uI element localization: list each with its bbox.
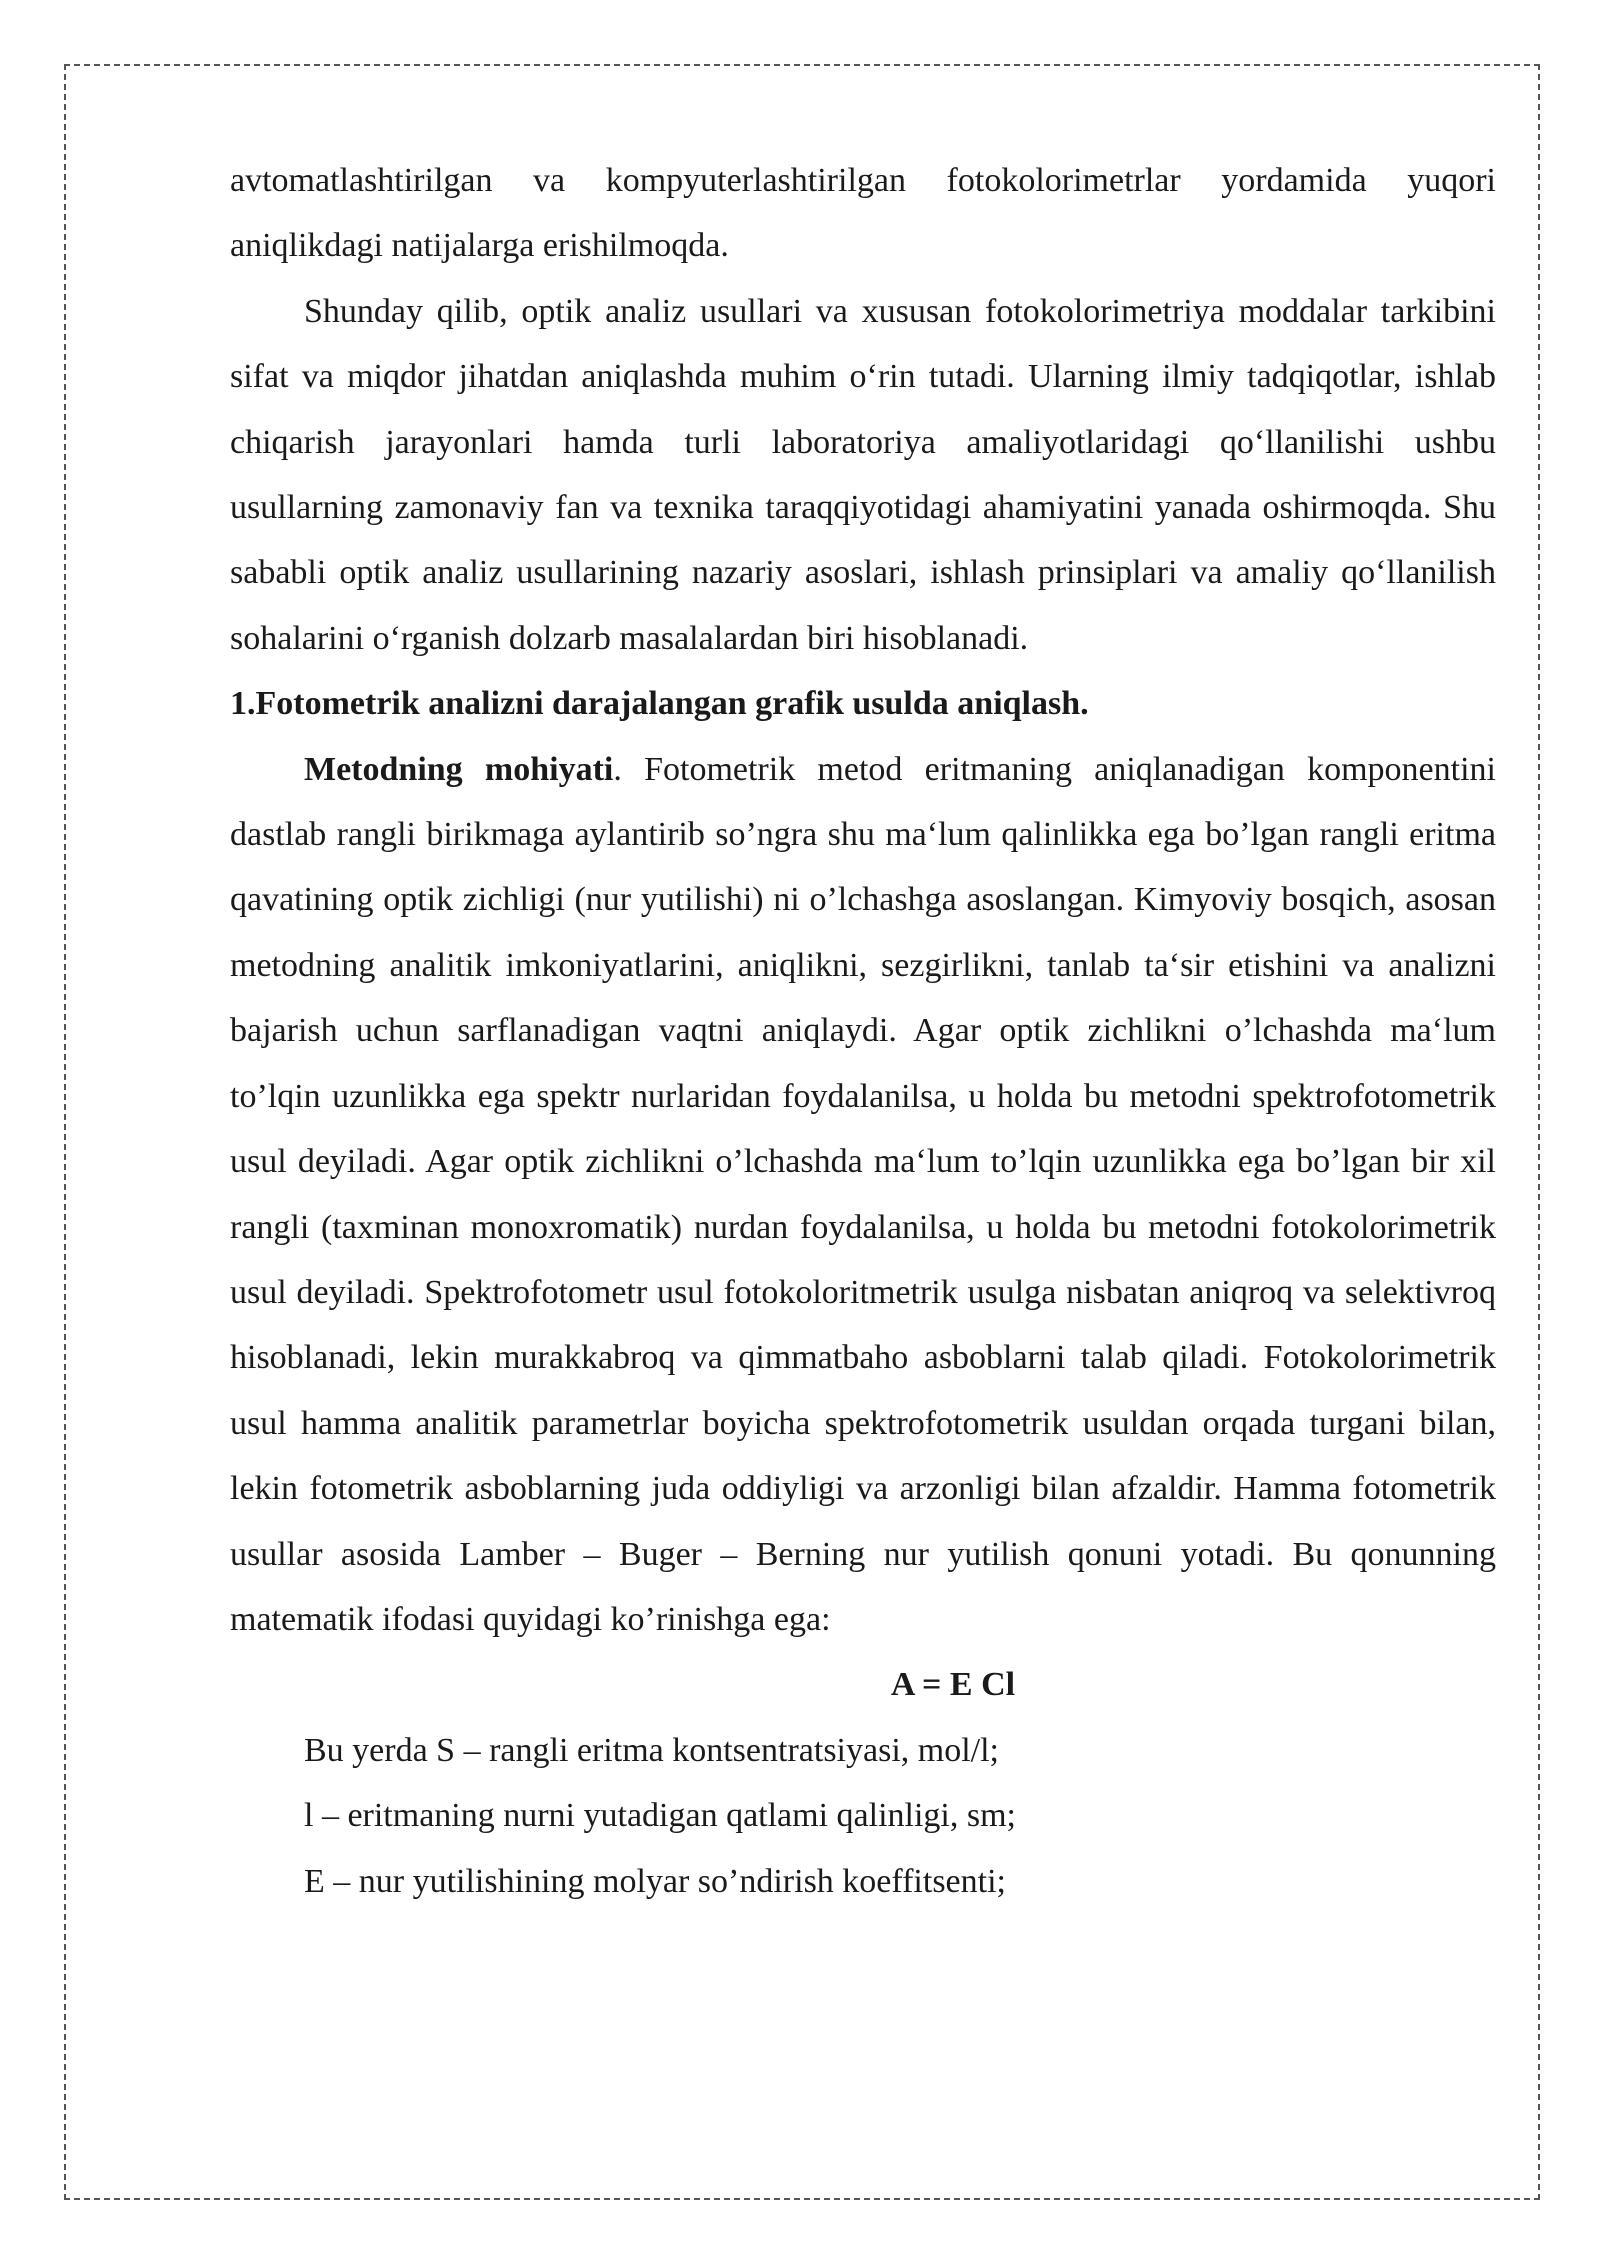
document-body bbox=[230, 148, 1496, 1914]
definition-thickness: l – eritmaning nurni yutadigan qatlami qalinligi, sm; bbox=[304, 1797, 1016, 1835]
method-text: . Fotometrik metod eritmaning aniqlanadigan komponentini dastlab rangli birikmaga aylantirib so’ngra shu ma‘lum qalinlikka ega bo’lgan rangli eritma qavatining optik zichligi (nur yutilishi) ni o’lchashga asoslangan. Kimyoviy bosqich, asosan metodning analitik imkoniyatlarini, aniqlikni, sezgirlikni, tanlab ta‘sir etishini va analizni bajarish uchun sarflanadigan vaqtni aniqlaydi. Agar optik zichlikni o’lchashda ma‘lum to’lqin uzunlikka ega spektr nurlaridan foydalanilsa, u holda bu metodni spektrofotometrik usul deyiladi. Agar optik zichlikni o’lchashda ma‘lum to’lqin uzunlikka ega bo’lgan bir xil rangli (taxminan monoxromatik) nurdan foydalanilsa, u holda bu metodni fotokolorimetrik usul deyiladi. Spektrofotometr usul fotokoloritmetrik usulga nisbatan aniqroq va selektivroq hisoblanadi, lekin murakkabroq va qimmatbaho asboblarni talab qiladi. Fotokolorimetrik usul hamma analitik parametrlar boyicha spektrofotometrik usuldan orqada turgani bilan, lekin fotometrik asboblarning juda oddiyligi va arzonligi bilan afzaldir. Hamma fotometrik usullar asosida Lamber – Buger – Berning nur yutilish qonuni yotadi. Bu qonunning matematik ifodasi quyidagi ko’rinishga ega: bbox=[230, 750, 1496, 1638]
paragraph-summary: Shunday qilib, optik analiz usullari va xususan fotokolorimetriya moddalar tarkibini sifat va miqdor jihatdan aniqlashda muhim o‘rin tutadi. Ularning ilmiy tadqiqotlar, ishlab chiqarish jarayonlari hamda turli laboratoriya amaliyotlaridagi qo‘llanilishi ushbu usullarning zamonaviy fan va texnika taraqqiyotidagi ahamiyatini yanada oshirmoqda. Shu sababli optik analiz usullarining nazariy asoslari, ishlash prinsiplari va amaliy qo‘llanilish sohalarini o‘rganish dolzarb masalalardan biri hisoblanadi. bbox=[230, 292, 1496, 657]
paragraph-method bbox=[230, 737, 1496, 1653]
definition-coefficient: E – nur yutilishining molyar so’ndirish koeffitsenti; bbox=[304, 1862, 1006, 1900]
formula: A = E Cl bbox=[890, 1666, 1016, 1704]
method-label: Metodning mohiyati bbox=[304, 750, 614, 788]
paragraph-intro: avtomatlashtirilgan va kompyuterlashtirilgan fotokolorimetrlar yordamida yuqori aniqlikdagi natijalarga erishilmoqda. bbox=[230, 162, 1496, 265]
definition-concentration: Bu yerda S – rangli eritma kontsentratsiyasi, mol/l; bbox=[304, 1731, 999, 1769]
section-heading: 1.Fotometrik analizni darajalangan grafik usulda aniqlash. bbox=[230, 685, 1089, 723]
